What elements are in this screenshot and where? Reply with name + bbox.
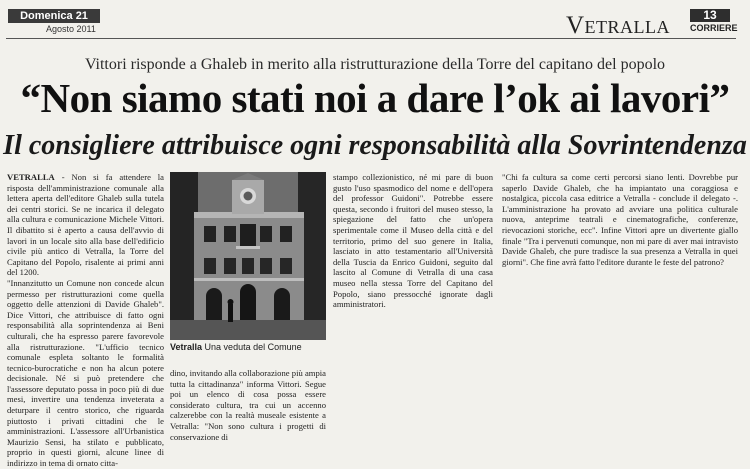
column-4-text: "Chi fa cultura sa come certi percorsi siano lenti. Dovrebbe pur saperlo Davide Ghaleb, che ha impiantato una coraggiosa e nostalgica, piccola casa editrice a Vetralla - conclude il delegato -. L'amministrazione ha provato ad avviare una politica culturale nuova, anteprime teatrali e cinematografiche, conferenze, rievocazioni storiche, ecc". Infine Vittori apre un divertente giallo finale "Tra i pervenuti comunque, non mi pare di aver mai intravisto Davide Ghaleb, che pure tradisce la sua presenza a Vetralla in quei giorni". Che fine avrà fatto l'editore durante le feste del patrono?: [502, 172, 738, 267]
column-1-text-1: - Non si fa attendere la risposta dell'amministrazione comunale alla lettera aperta dell'editore Ghaleb sulla tutela dei centri storici. Se ne incarica il delegato alla cultura e comunicazione Michele Vittori. Il dibattito si è aperto a causa dell'avvio di lavori in un locale sito alla base dell'edificio civile più antico di Vetralla, la Torre del Capitano del Popolo, risalente ai primi anni del 1200.: [7, 172, 164, 278]
newspaper-name: CORRIERE: [690, 23, 738, 33]
issue-date-month-year: Agosto 2011: [46, 24, 96, 34]
photo-caption-place: Vetralla: [170, 342, 203, 352]
section-town-title: Vetralla: [566, 12, 671, 39]
column-3-text: stampo collezionistico, né mi pare di buon gusto l'uso spasmodico del nome e dell'opera del professor Guidoni". Potrebbe essere questa, secondo i fruitori del museo stesso, la spiegazione del fatto che un'opera sperimentale come il Museo della città e del territorio, primo del suo genere in Italia, lasciato in atto testamentario all'Università della Tuscia da Enrico Guidoni, seguito dal lascito al Comune di Vetralla di una casa museo nella stessa Torre del Capitano del Popolo, siano pressocché ignorate dagli amministratori.: [333, 172, 493, 310]
photo-caption: [170, 342, 330, 352]
article-subheadline: Il consigliere attribuisce ogni responsabilità alla Sovrintendenza: [3, 130, 747, 161]
town-hall-illustration: [170, 172, 326, 340]
column-2-text: dino, invitando alla collaborazione più ampia tutta la cittadinanza" informa Vittori. Segue poi un elenco di cosa possa essere considerato cultura, tra cui un accenno calzerebbe con la realtà museale esistente a Vetralla: "Non sono cultura i progetti di conservazione di: [170, 368, 326, 442]
article-headline: “Non siamo stati noi a dare l’ok ai lavori”: [20, 75, 730, 121]
dateline-place: VETRALLA: [7, 172, 55, 182]
issue-date-day: Domenica 21: [8, 9, 100, 23]
column-1-paragraph-1: [7, 172, 164, 278]
masthead-divider: [6, 38, 736, 39]
article-column-4: [502, 172, 738, 267]
article-column-1: [7, 172, 164, 469]
town-hall-photo: [170, 172, 326, 340]
article-column-2: [170, 368, 326, 442]
column-1-paragraph-2: "Innanzitutto un Comune non concede alcun permesso per ristrutturazioni come quella oggetto delle attenzioni di Davide Ghaleb". Dice Vittori, che attribuisce di fatto ogni responsabilità alla soprintendenza ai Beni culturali, che ha espresso parere favorevole alla ristrutturazione. "L'ufficio tecnico comunale espleta soltanto le formalità tecnico-burocratiche e non ha alcun potere decisionale. Né si può pretendere che l'assessore deputato possa in poco più di due mesi, invertire una tendenza inveterata a deturpare il centro storico, che riguarda piuttosto i privati cittadini che le amministrazioni. L'assessore all'Urbanistica Maurizio Sensi, ha stilato e pubblicato, proprio in questi giorni, alcune linee di indirizzo in tema di ornato citta-: [7, 277, 164, 469]
article-kicker: Vittori risponde a Ghaleb in merito alla ristrutturazione della Torre del capitano del popolo: [84, 56, 666, 73]
photo-caption-text: Una veduta del Comune: [204, 342, 302, 352]
page-number: 13: [690, 9, 730, 22]
article-column-3: [333, 172, 493, 310]
